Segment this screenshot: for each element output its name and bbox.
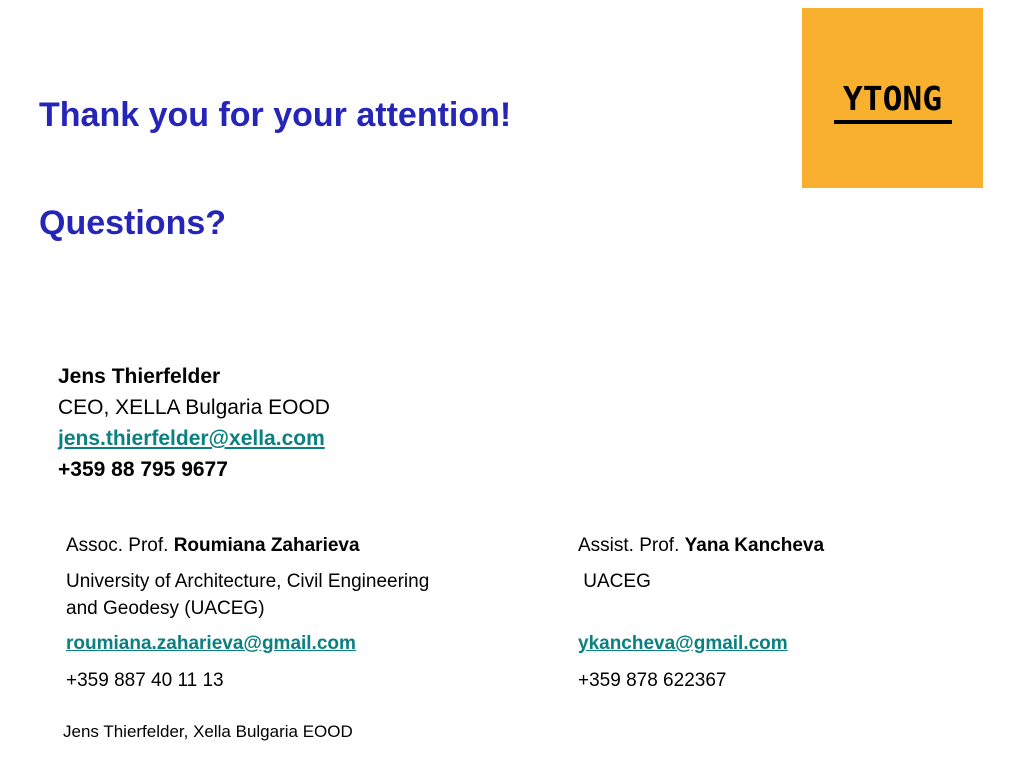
contact-left-title-row bbox=[66, 534, 360, 558]
logo-underline bbox=[834, 120, 952, 124]
ceo-role: CEO, XELLA Bulgaria EOOD bbox=[58, 396, 330, 419]
contact-left-affiliation-line1: University of Architecture, Civil Engineering bbox=[66, 571, 430, 592]
ceo-contact-block bbox=[58, 361, 330, 485]
contact-right-affiliation: UACEG bbox=[578, 571, 651, 592]
contact-right-email-link[interactable]: ykancheva@gmail.com bbox=[578, 633, 788, 654]
contact-right-name: Yana Kancheva bbox=[684, 535, 825, 556]
ceo-email-link[interactable]: jens.thierfelder@xella.com bbox=[58, 427, 325, 450]
ceo-name: Jens Thierfelder bbox=[58, 365, 221, 388]
contact-left-affiliation-line2: and Geodesy (UACEG) bbox=[66, 598, 265, 619]
ceo-phone: +359 88 795 9677 bbox=[58, 458, 228, 481]
logo-text: YTONG bbox=[842, 79, 943, 118]
contact-right-title-row bbox=[578, 534, 824, 558]
contact-left-email-link[interactable]: roumiana.zaharieva@gmail.com bbox=[66, 633, 356, 654]
contact-right-phone: +359 878 622367 bbox=[578, 670, 727, 691]
ytong-logo bbox=[802, 8, 983, 188]
contact-left-name: Roumiana Zaharieva bbox=[173, 535, 360, 556]
questions-heading: Questions? bbox=[39, 204, 227, 242]
slide-footer: Jens Thierfelder, Xella Bulgaria EOOD bbox=[63, 722, 353, 741]
contact-left-title-prefix: Assoc. Prof. bbox=[66, 535, 169, 556]
contact-left-phone: +359 887 40 11 13 bbox=[66, 670, 224, 691]
slide-title: Thank you for your attention! bbox=[39, 96, 512, 134]
contact-right-title-prefix: Assist. Prof. bbox=[578, 535, 680, 556]
